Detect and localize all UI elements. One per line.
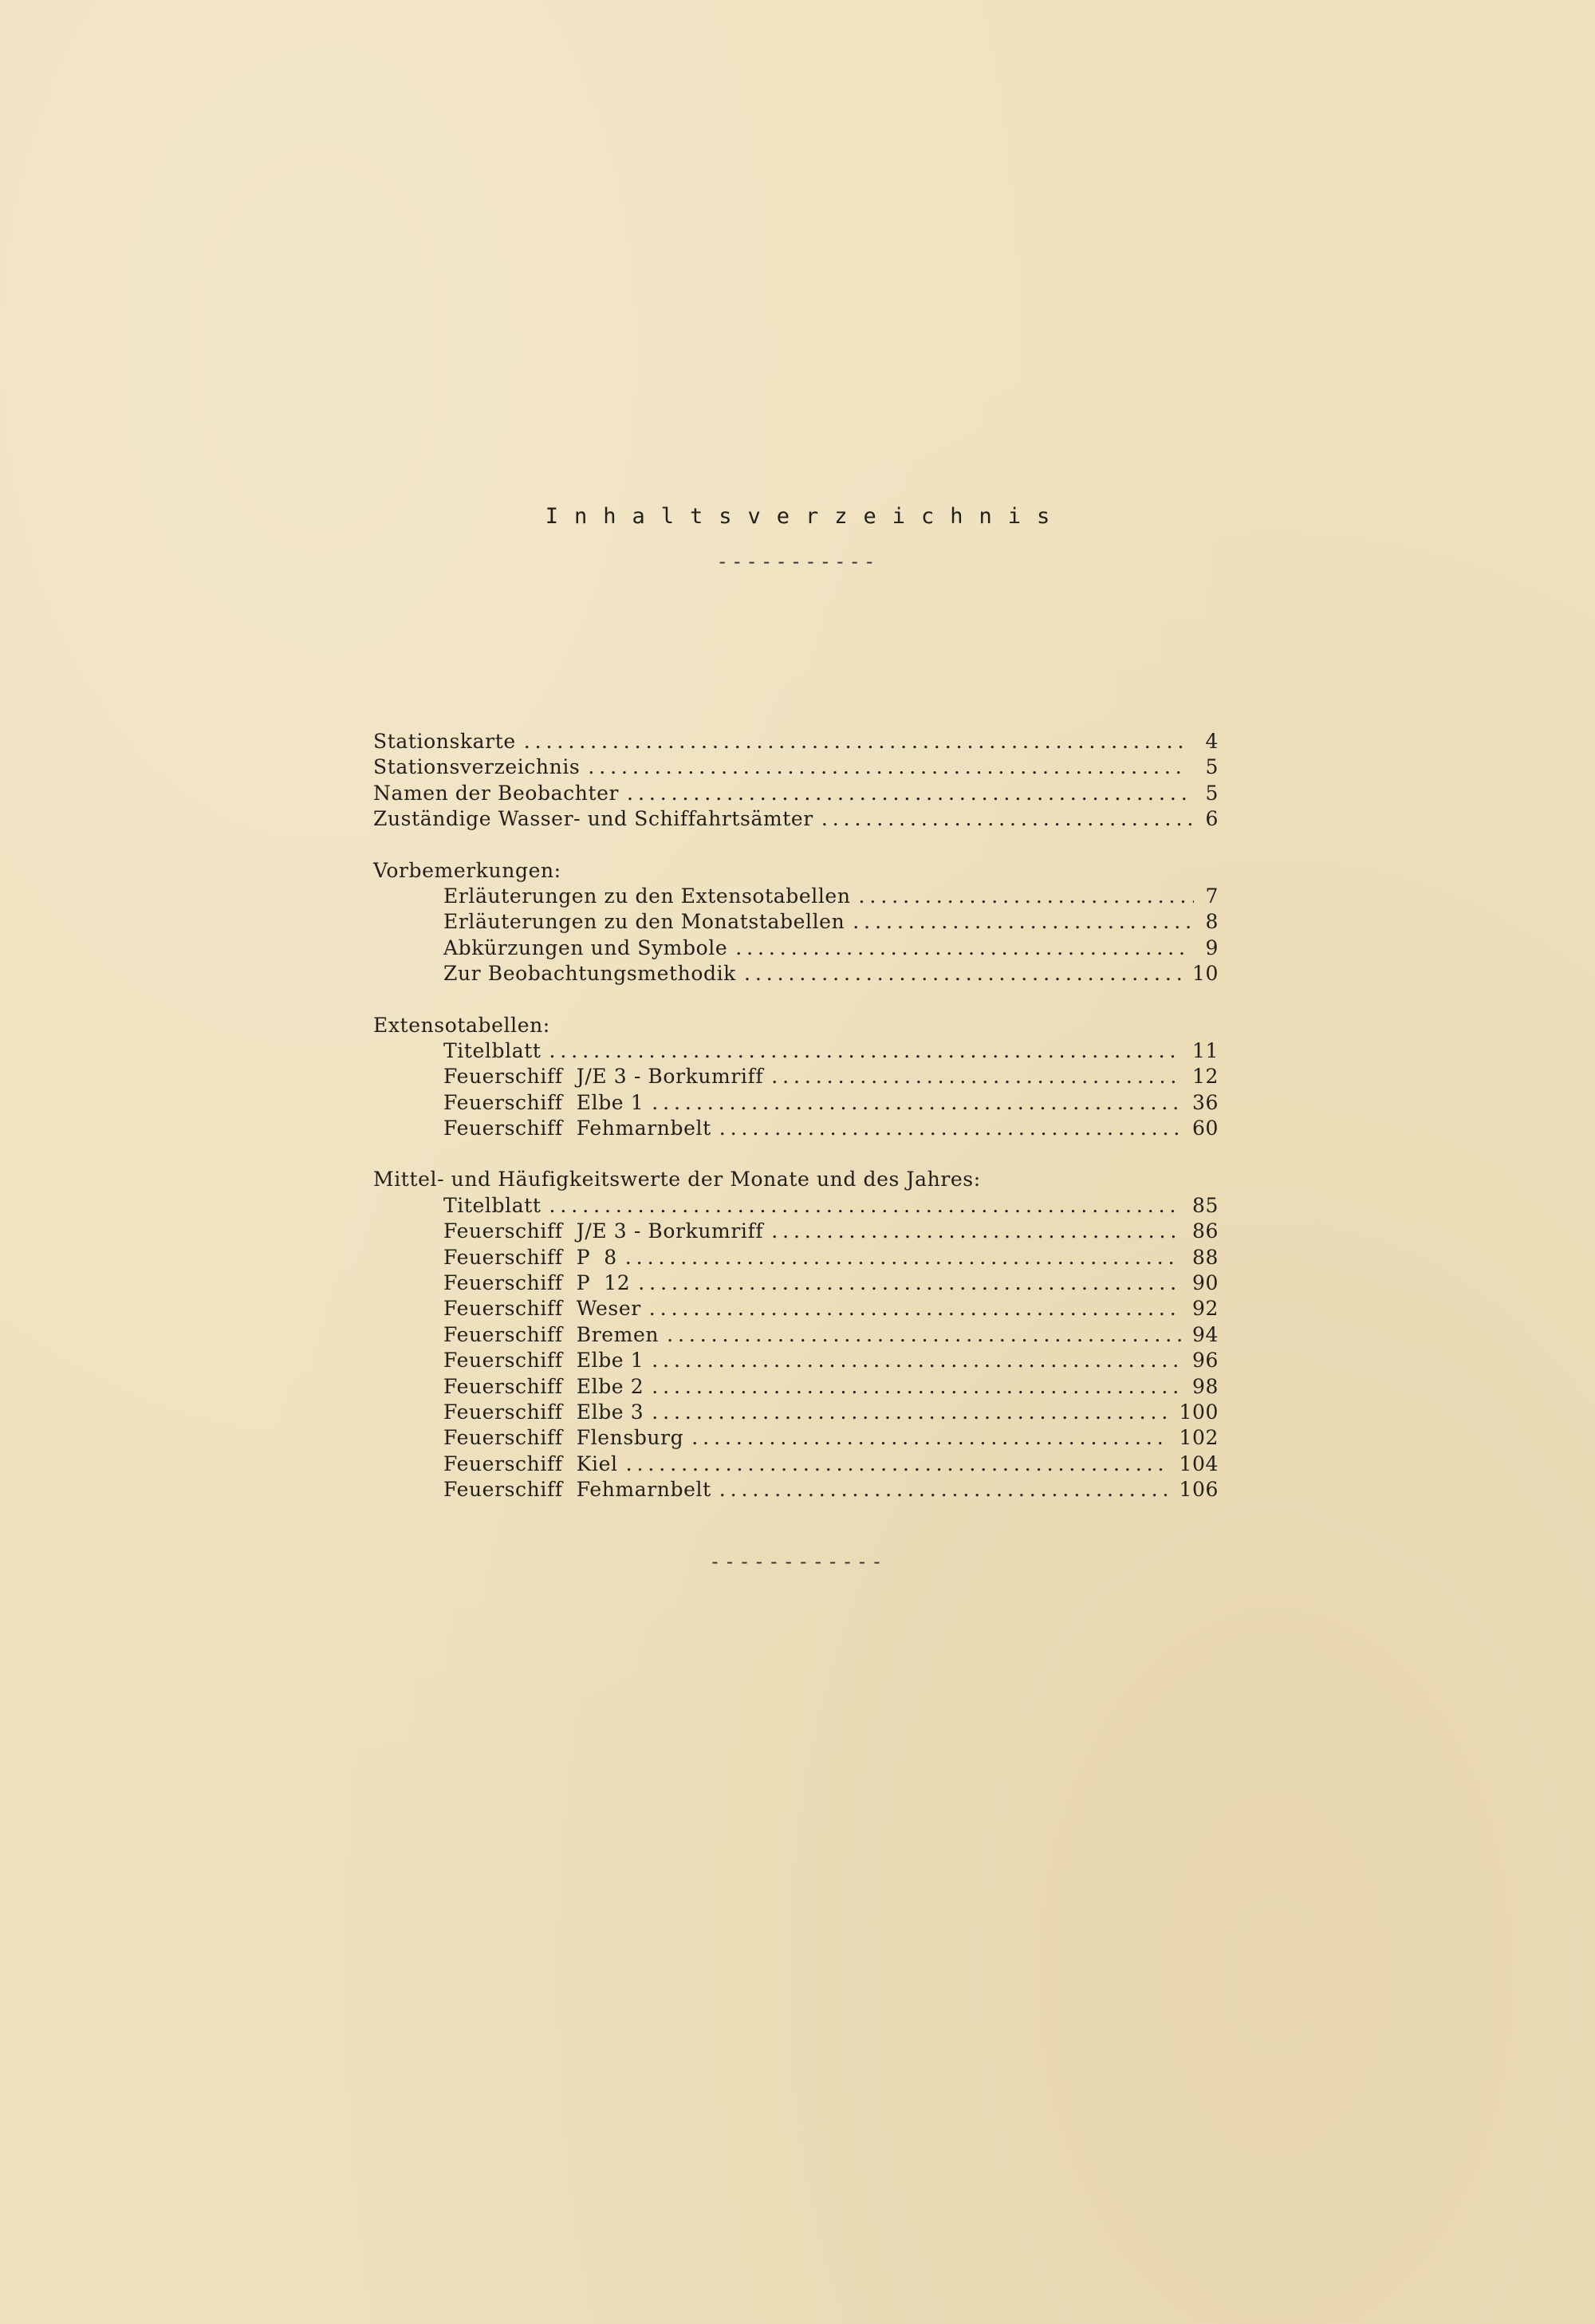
toc-entry-label: Abkürzungen und Symbole [443, 936, 728, 959]
toc-entry-label: Feuerschiff Elbe 1 [443, 1090, 644, 1114]
toc-entry-page: 11 [1191, 1038, 1219, 1062]
dot-leader [859, 884, 1195, 909]
toc-entry-label: Erläuterungen zu den Extensotabellen [443, 884, 851, 908]
toc-entry-label: Namen der Beobachter [373, 781, 620, 805]
toc-entry-label: Feuerschiff P 8 [443, 1245, 617, 1269]
toc-entry-page: 96 [1191, 1349, 1219, 1373]
toc-entry [373, 1348, 1227, 1373]
dot-leader [771, 1064, 1181, 1089]
toc-entry-label: Stationsverzeichnis [373, 755, 581, 779]
dot-leader [652, 1400, 1168, 1425]
toc-entry-label: Feuerschiff Elbe 1 [443, 1349, 644, 1373]
toc-entry [373, 754, 1227, 780]
toc-entry [373, 1219, 1227, 1244]
toc-entry [373, 1270, 1227, 1296]
toc-entry-page: 12 [1191, 1065, 1219, 1089]
toc-entry [373, 1425, 1227, 1451]
toc-entry [373, 909, 1227, 935]
dot-leader [691, 1425, 1168, 1451]
toc-entry [373, 781, 1227, 806]
toc-entry [373, 1374, 1227, 1400]
dot-leader [771, 1219, 1181, 1244]
toc-entry-label: Titelblatt [443, 1038, 542, 1062]
toc-entry-page: 92 [1191, 1297, 1219, 1321]
dot-leader [652, 1090, 1181, 1116]
toc-entry-page: 36 [1191, 1090, 1219, 1114]
toc-entry-page: 5 [1205, 755, 1219, 779]
toc-entry-page: 100 [1179, 1400, 1219, 1424]
dot-leader [549, 1193, 1181, 1219]
toc-entry [373, 1452, 1227, 1477]
dot-leader [549, 1038, 1181, 1064]
dot-leader [626, 1452, 1168, 1477]
toc-entry-page: 4 [1205, 730, 1219, 753]
toc-entry-label: Erläuterungen zu den Monatstabellen [443, 910, 845, 934]
toc-section-heading: Mittel- und Häufigkeitswerte der Monate und des Jahres: [373, 1168, 981, 1192]
toc-group [373, 1013, 1227, 1142]
toc-entry-label: Feuerschiff Flensburg [443, 1426, 684, 1450]
toc-entry [373, 1400, 1227, 1425]
toc-entry [373, 1116, 1227, 1141]
toc-entry-label: Feuerschiff Elbe 2 [443, 1374, 644, 1398]
toc-group [373, 858, 1227, 987]
toc-entry-label: Zur Beobachtungsmethodik [443, 962, 736, 986]
dot-leader [627, 781, 1187, 806]
toc-entry [373, 1296, 1227, 1322]
toc-entry-page: 7 [1205, 884, 1219, 908]
closing-rule: ------------ [709, 1550, 886, 1573]
dot-leader [652, 1348, 1181, 1373]
toc-entry-label: Feuerschiff Kiel [443, 1452, 618, 1475]
dot-leader [638, 1270, 1181, 1296]
dot-leader [524, 729, 1184, 754]
toc-entry [373, 1193, 1227, 1219]
toc-entry-label: Feuerschiff Bremen [443, 1322, 660, 1346]
toc-entry-label: Feuerschiff P 12 [443, 1271, 631, 1295]
toc-entry [373, 961, 1227, 987]
toc-entry [373, 1064, 1227, 1089]
toc-entry [373, 936, 1227, 961]
toc-entry-label: Titelblatt [443, 1193, 542, 1217]
toc-entry-page: 98 [1191, 1374, 1219, 1398]
toc-entry [373, 1245, 1227, 1270]
toc-entry-page: 10 [1191, 962, 1219, 986]
toc-entry-label: Feuerschiff Fehmarnbelt [443, 1478, 711, 1502]
toc-entry-page: 85 [1191, 1193, 1219, 1217]
toc-entry-page: 106 [1179, 1478, 1219, 1502]
dot-leader [719, 1477, 1168, 1503]
dot-leader [719, 1116, 1181, 1141]
toc-entry-label: Zuständige Wasser- und Schiffahrtsämter [373, 807, 813, 831]
toc-entry [373, 884, 1227, 909]
page-title: Inhaltsverzeichnis [545, 504, 1066, 529]
dot-leader [588, 754, 1186, 780]
toc-entry-page: 86 [1191, 1219, 1219, 1243]
dot-leader [625, 1245, 1181, 1270]
toc-entry-page: 104 [1179, 1452, 1219, 1475]
table-of-contents [373, 729, 1227, 1529]
toc-entry [373, 1477, 1227, 1503]
toc-entry [373, 1090, 1227, 1116]
toc-entry-label: Feuerschiff J/E 3 - Borkumriff [443, 1219, 764, 1243]
toc-entry [373, 806, 1227, 832]
toc-entry-label: Feuerschiff Fehmarnbelt [443, 1117, 711, 1140]
dot-leader [735, 936, 1191, 961]
toc-entry-page: 102 [1179, 1426, 1219, 1450]
toc-entry-label: Stationskarte [373, 730, 516, 753]
toc-entry-page: 6 [1205, 807, 1219, 831]
toc-entry-page: 94 [1191, 1322, 1219, 1346]
dot-leader [853, 909, 1194, 935]
toc-entry [373, 729, 1227, 754]
toc-section-heading: Extensotabellen: [373, 1013, 550, 1037]
toc-entry-page: 8 [1205, 910, 1219, 934]
toc-entry-label: Feuerschiff Weser [443, 1297, 641, 1321]
toc-entry-page: 9 [1205, 936, 1219, 959]
dot-leader [652, 1374, 1181, 1400]
toc-group [373, 729, 1227, 833]
toc-entry-page: 5 [1205, 781, 1219, 805]
title-underline: ----------- [716, 550, 879, 573]
toc-entry-label: Feuerschiff J/E 3 - Borkumriff [443, 1065, 764, 1089]
toc-entry-page: 88 [1191, 1245, 1219, 1269]
toc-section-heading: Vorbemerkungen: [373, 858, 561, 882]
dot-leader [821, 806, 1195, 832]
toc-group [373, 1167, 1227, 1503]
toc-entry-label: Feuerschiff Elbe 3 [443, 1400, 644, 1424]
toc-entry-page: 60 [1191, 1117, 1219, 1140]
toc-entry [373, 1038, 1227, 1064]
dot-leader [649, 1296, 1181, 1322]
toc-entry-page: 90 [1191, 1271, 1219, 1295]
dot-leader [744, 961, 1181, 987]
toc-entry [373, 1322, 1227, 1348]
dot-leader [667, 1322, 1181, 1348]
